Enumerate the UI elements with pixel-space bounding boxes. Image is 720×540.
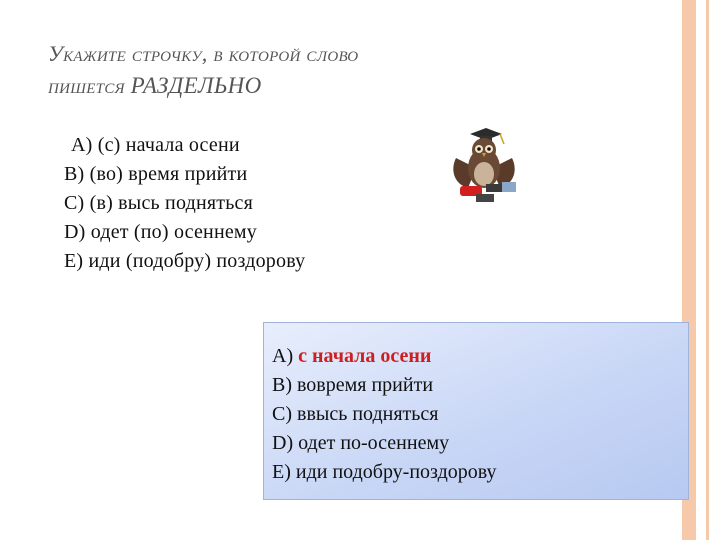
answer-a-prefix: A) [272,345,299,367]
answer-e: E) иди подобру-поздорову [272,461,497,483]
answer-c: C) ввысь подняться [272,403,439,425]
option-d: D) одет (по) осеннему [64,221,257,243]
decorative-border-line [706,0,709,540]
answer-d: D) одет по-осеннему [272,432,450,454]
answer-b: B) вовремя прийти [272,374,434,396]
option-b: B) (во) время прийти [64,163,248,185]
title-line-2 [48,70,608,102]
answer-a-highlight: с начала осени [298,345,432,367]
title-line-1: Укажите строчку, в которой слово [48,41,359,66]
title-line-2-emphasis: РАЗДЕЛЬНО [130,73,262,98]
question-options [64,131,305,276]
slide-title [48,38,608,102]
option-a: A) (с) начала осени [71,134,240,156]
owl-with-books-icon [446,128,522,208]
answer-list [272,342,497,487]
option-e: E) иди (подобру) поздорову [64,250,306,272]
answer-a [272,342,497,371]
title-line-2-prefix: пишется [48,73,125,98]
option-c: C) (в) высь подняться [64,192,253,214]
